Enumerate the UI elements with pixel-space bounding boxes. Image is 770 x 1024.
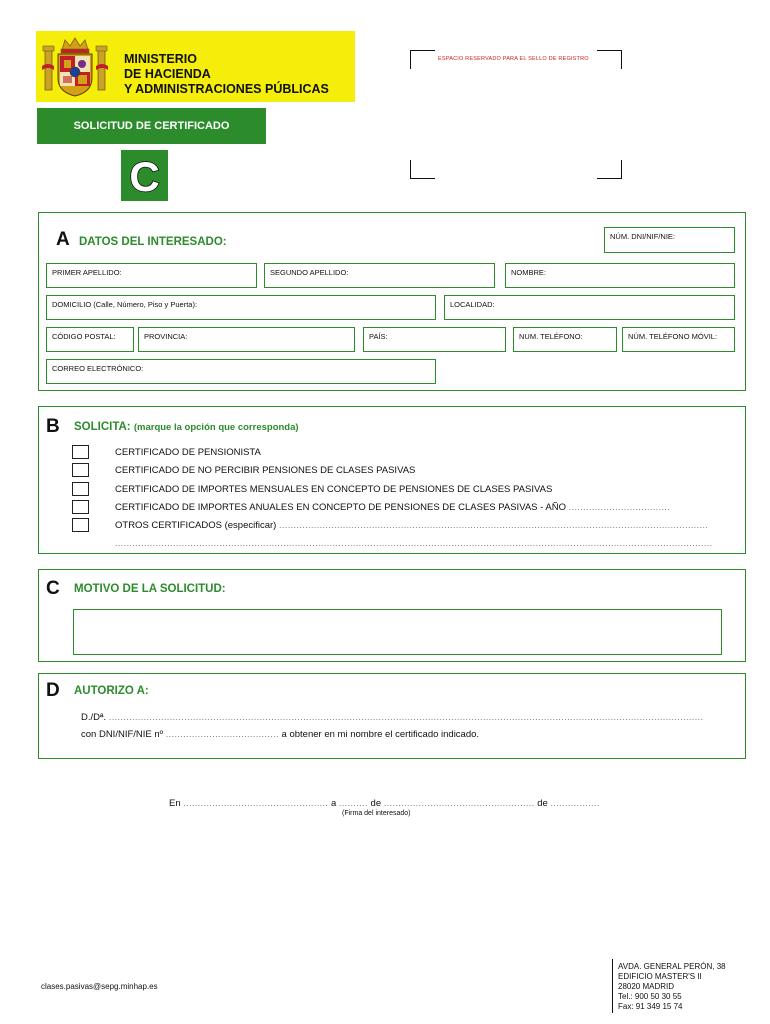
autorizado-name-line — [81, 712, 703, 723]
signature-a: a — [330, 798, 337, 809]
domicilio-field[interactable] — [46, 295, 436, 320]
nombre-field[interactable] — [505, 263, 735, 288]
telefono-field[interactable] — [513, 327, 617, 352]
signature-day-dotted[interactable]: .......... — [338, 798, 368, 808]
telefono-movil-label: NÚM. TELÉFONO MÓVIL: — [628, 332, 718, 341]
signature-year-dotted[interactable]: ................. — [550, 798, 600, 808]
primer-apellido-field[interactable] — [46, 263, 257, 288]
telefono-movil-field[interactable] — [622, 327, 735, 352]
autorizado-dni-line — [81, 729, 479, 740]
option-importes-mensuales-checkbox[interactable] — [72, 482, 89, 496]
signature-place-dotted[interactable]: .................................................. — [183, 798, 329, 808]
section-c-letter: C — [46, 578, 60, 599]
segundo-apellido-field[interactable] — [264, 263, 495, 288]
section-a-datos-interesado — [38, 212, 746, 391]
autorizado-prefix: D./Dª. — [81, 712, 107, 723]
option-pensionista-checkbox[interactable] — [72, 445, 89, 459]
provincia-label: PROVINCIA: — [144, 332, 188, 341]
nombre-label: NOMBRE: — [511, 268, 547, 277]
option-pensionista-label: CERTIFICADO DE PENSIONISTA — [115, 447, 261, 458]
motivo-textarea[interactable] — [73, 609, 722, 655]
svg-text:C: C — [129, 155, 160, 196]
anio-dotted-line[interactable]: ................................... — [568, 502, 671, 512]
address-line-3: 28020 MADRID — [618, 982, 675, 991]
autorizado-dni-prefix: con DNI/NIF/NIE nº — [81, 729, 164, 740]
primer-apellido-label: PRIMER APELLIDO: — [52, 268, 122, 277]
signature-caption: (Firma del interesado) — [342, 810, 411, 817]
signature-month-dotted[interactable]: .................................................... — [383, 798, 535, 808]
ministry-line-2: DE HACIENDA — [124, 67, 211, 81]
option-otros-text: OTROS CERTIFICADOS (especificar) — [115, 520, 277, 531]
provincia-field[interactable] — [138, 327, 355, 352]
autorizado-dni-suffix: a obtener en mi nombre el certificado indicado. — [281, 729, 480, 740]
option-importes-mensuales-label: CERTIFICADO DE IMPORTES MENSUALES EN CONCEPTO DE PENSIONES DE CLASES PASIVAS — [115, 484, 553, 495]
address-line-2: EDIFICIO MASTER'S II — [618, 972, 702, 981]
form-title: SOLICITUD DE CERTIFICADO — [73, 120, 230, 132]
autorizado-name-dotted[interactable]: ............................................................................................................................................................................................................. — [108, 712, 704, 722]
dni-field[interactable] — [604, 227, 735, 253]
otros-dotted-line-2[interactable]: .............................................................................................................................................................................................................. — [115, 538, 713, 548]
ministry-name — [124, 52, 329, 97]
option-no-percibir-label: CERTIFICADO DE NO PERCIBIR PENSIONES DE CLASES PASIVAS — [115, 465, 416, 476]
codigo-postal-label: CÓDIGO POSTAL: — [52, 332, 116, 341]
localidad-label: LOCALIDAD: — [450, 300, 495, 309]
form-title-banner — [37, 108, 266, 144]
option-importes-anuales-text: CERTIFICADO DE IMPORTES ANUALES EN CONCEPTO DE PENSIONES DE CLASES PASIVAS - AÑO — [115, 502, 567, 513]
section-c-title: MOTIVO DE LA SOLICITUD: — [74, 583, 226, 595]
option-otros-label — [115, 520, 708, 531]
otros-dotted-line[interactable]: .................................................................................................................................................... — [279, 520, 709, 530]
stamp-corner-top-left — [410, 50, 435, 69]
pais-field[interactable] — [363, 327, 506, 352]
stamp-corner-bottom-left — [410, 160, 435, 179]
section-b-subtitle: (marque la opción que corresponda) — [133, 422, 299, 433]
address-line-4: Tel.: 900 50 30 55 — [618, 992, 682, 1001]
section-a-letter: A — [56, 229, 70, 250]
signature-en: En — [169, 798, 181, 809]
section-b-solicita — [38, 406, 746, 554]
footer-email[interactable]: clases.pasivas@sepg.minhap.es — [41, 982, 158, 991]
option-importes-anuales-label — [115, 502, 670, 513]
section-b-title-text: SOLICITA: — [74, 421, 131, 433]
dni-label: NÚM. DNI/NIF/NIE: — [610, 232, 675, 241]
correo-electronico-field[interactable] — [46, 359, 436, 384]
section-d-autorizo — [38, 673, 746, 759]
footer-address — [618, 962, 726, 1012]
autorizado-dni-dotted[interactable]: ....................................... — [165, 729, 279, 739]
ministry-line-3: Y ADMINISTRACIONES PÚBLICAS — [124, 82, 329, 96]
section-a-title: DATOS DEL INTERESADO: — [79, 236, 227, 248]
localidad-field[interactable] — [444, 295, 735, 320]
option-otros-checkbox[interactable] — [72, 518, 89, 532]
segundo-apellido-label: SEGUNDO APELLIDO: — [270, 268, 349, 277]
option-no-percibir-checkbox[interactable] — [72, 463, 89, 477]
spain-coat-of-arms-icon — [42, 36, 108, 98]
stamp-corner-bottom-right — [597, 160, 622, 179]
address-line-1: AVDA. GENERAL PERÓN, 38 — [618, 962, 726, 971]
section-c-motivo — [38, 569, 746, 662]
footer-address-divider — [612, 959, 613, 1013]
stamp-label: ESPACIO RESERVADO PARA EL SELLO DE REGISTRO — [438, 56, 589, 62]
section-b-title — [74, 421, 299, 433]
section-d-letter: D — [46, 680, 60, 701]
address-line-5: Fax: 91 349 15 74 — [618, 1002, 683, 1011]
pais-label: PAÍS: — [369, 332, 388, 341]
correo-electronico-label: CORREO ELECTRÓNICO: — [52, 364, 144, 373]
option-importes-anuales-checkbox[interactable] — [72, 500, 89, 514]
ministry-line-1: MINISTERIO — [124, 52, 197, 66]
domicilio-label: DOMICILIO (Calle, Número, Piso y Puerta): — [52, 300, 198, 309]
section-d-title: AUTORIZO A: — [74, 685, 149, 697]
signature-de-1: de — [370, 798, 382, 809]
telefono-label: NUM. TELÉFONO: — [519, 332, 583, 341]
section-b-letter: B — [46, 416, 60, 437]
signature-de-2: de — [537, 798, 548, 809]
codigo-postal-field[interactable] — [46, 327, 134, 352]
form-letter — [126, 155, 163, 196]
signature-place-date-line — [169, 798, 600, 809]
